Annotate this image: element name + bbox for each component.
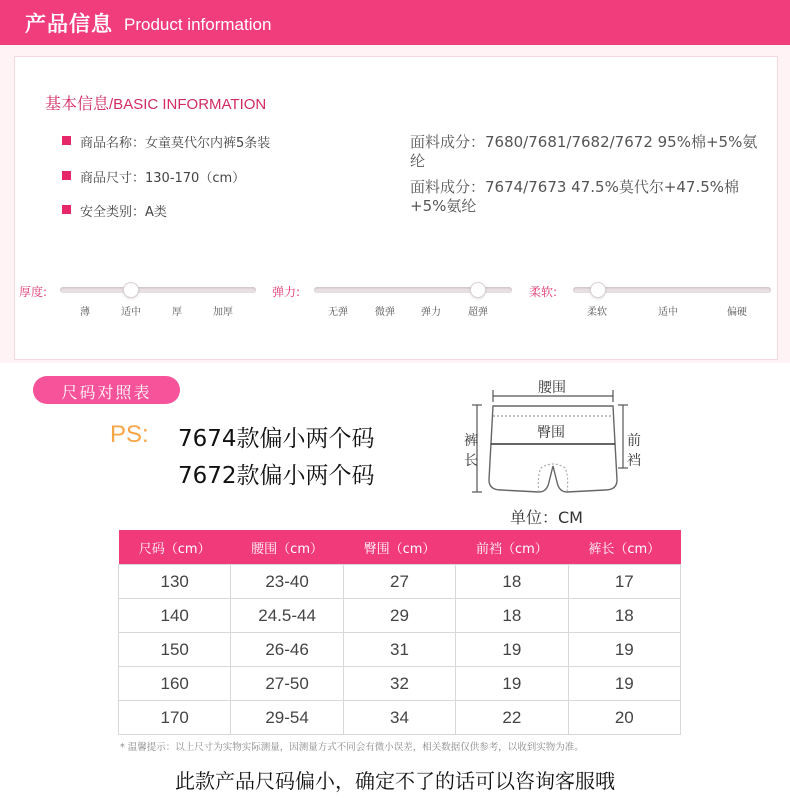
bullet-icon — [62, 171, 71, 180]
size-note-7674: 7674款偏小两个码 — [178, 426, 375, 452]
product-name: 商品名称：女童莫代尔内裤5条装 — [80, 136, 271, 151]
thickness-tick: 适中 — [121, 307, 141, 318]
basic-info-title-en: /BASIC INFORMATION — [109, 96, 267, 113]
table-cell: 140 — [119, 599, 231, 633]
table-cell: 22 — [456, 701, 568, 735]
table-cell: 34 — [343, 701, 455, 735]
thickness-tick: 薄 — [80, 307, 90, 318]
fabric-composition-1: 面料成分：7680/7681/7682/7672 95%棉+5%氨纶 — [410, 133, 758, 170]
table-cell: 130 — [119, 565, 231, 599]
table-row — [119, 667, 681, 701]
table-row — [119, 633, 681, 667]
table-cell: 29-54 — [231, 701, 343, 735]
unit-label: 单位：CM — [510, 508, 583, 527]
table-cell: 26-46 — [231, 633, 343, 667]
table-cell: 19 — [456, 633, 568, 667]
table-cell: 24.5-44 — [231, 599, 343, 633]
table-cell: 18 — [568, 599, 680, 633]
table-cell: 32 — [343, 667, 455, 701]
basic-info-title-cn: 基本信息 — [45, 94, 110, 113]
product-size: 商品尺寸：130-170（cm） — [80, 171, 246, 186]
header-waist: 腰围（cm） — [231, 530, 343, 565]
table-cell: 20 — [568, 701, 680, 735]
elasticity-knob — [471, 283, 485, 297]
thickness-tick: 加厚 — [213, 307, 233, 318]
table-row — [119, 599, 681, 633]
header-title-en: Product information — [124, 15, 272, 34]
table-row — [119, 701, 681, 735]
table-cell: 23-40 — [231, 565, 343, 599]
table-cell: 27-50 — [231, 667, 343, 701]
underwear-outline — [489, 406, 617, 492]
table-cell: 19 — [456, 667, 568, 701]
table-cell: 31 — [343, 633, 455, 667]
thickness-tick: 厚 — [172, 307, 182, 318]
thickness-knob — [124, 283, 138, 297]
table-cell: 17 — [568, 565, 680, 599]
elasticity-tick: 超弹 — [468, 307, 488, 318]
softness-label: 柔软: — [529, 285, 558, 299]
elasticity-tick: 微弹 — [375, 307, 395, 318]
measurement-footnote: * 温馨提示：以上尺寸为实物实际测量，因测量方式不同会有微小误差，相关数据仅供参考，以收到实物为准。 — [120, 742, 584, 753]
header-hip: 臀围（cm） — [343, 530, 455, 565]
table-cell: 18 — [456, 565, 568, 599]
diagram-crotch-label: 前裆 — [627, 433, 641, 469]
diagram-hip-label: 臀围 — [536, 422, 566, 442]
softness-tick: 柔软 — [587, 307, 607, 318]
header-size: 尺码（cm） — [119, 530, 231, 565]
ps-label: PS: — [110, 421, 149, 448]
elasticity-tick: 弹力 — [421, 307, 441, 318]
header-crotch: 前裆（cm） — [456, 530, 568, 565]
table-cell: 170 — [119, 701, 231, 735]
table-cell: 18 — [456, 599, 568, 633]
bottom-note: 此款产品尺码偏小，确定不了的话可以咨询客服哦 — [175, 769, 615, 793]
basic-info-title — [45, 91, 266, 114]
size-note-7672: 7672款偏小两个码 — [178, 463, 375, 489]
safety-category: 安全类别：A类 — [80, 205, 167, 220]
table-cell: 19 — [568, 633, 680, 667]
table-cell: 19 — [568, 667, 680, 701]
softness-tick: 适中 — [658, 307, 678, 318]
elasticity-tick: 无弹 — [328, 307, 348, 318]
header-band — [0, 0, 790, 45]
header-title-cn: 产品信息 — [25, 12, 113, 36]
diagram-length-label: 裤长 — [464, 433, 478, 469]
thickness-label: 厚度: — [19, 285, 48, 299]
bullet-icon — [62, 136, 71, 145]
table-row — [119, 565, 681, 599]
table-cell: 150 — [119, 633, 231, 667]
size-chart-tag-label: 尺码对照表 — [61, 383, 152, 402]
table-cell: 160 — [119, 667, 231, 701]
thickness-track — [60, 287, 256, 293]
softness-knob — [591, 283, 605, 297]
diagram-waist-label: 腰围 — [538, 380, 566, 396]
size-table — [118, 530, 681, 735]
header-length: 裤长（cm） — [568, 530, 680, 565]
fabric-composition-2: 面料成分：7674/7673 47.5%莫代尔+47.5%棉 +5%氨纶 — [410, 178, 740, 215]
table-cell: 29 — [343, 599, 455, 633]
elasticity-label: 弹力: — [272, 285, 301, 299]
size-table-header — [119, 530, 681, 565]
table-cell: 27 — [343, 565, 455, 599]
softness-tick: 偏硬 — [727, 307, 747, 318]
bullet-icon — [62, 205, 71, 214]
